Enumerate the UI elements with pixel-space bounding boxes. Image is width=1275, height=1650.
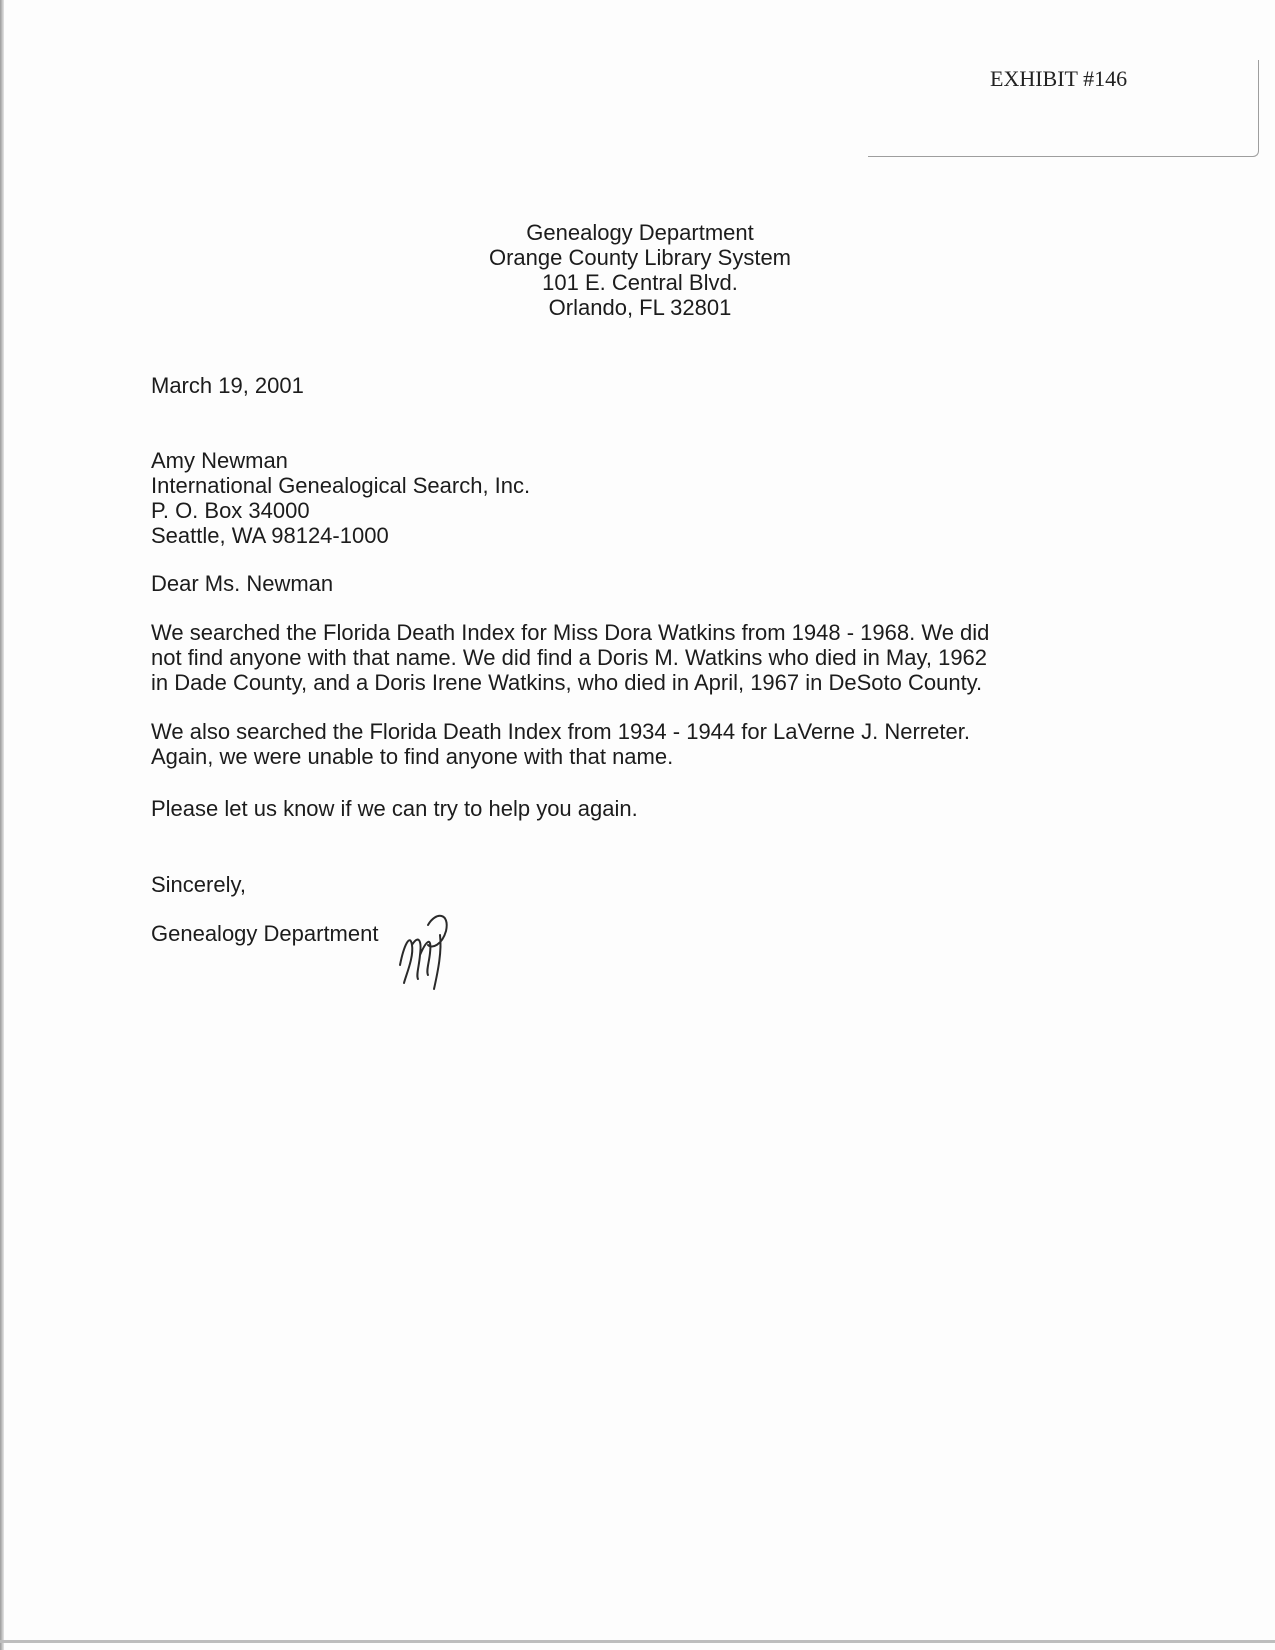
salutation: Dear Ms. Newman	[151, 571, 334, 596]
signoff: Genealogy Department	[151, 921, 379, 946]
letter-date: March 19, 2001	[151, 373, 304, 398]
recipient-company: International Genealogical Search, Inc.	[151, 473, 531, 498]
letterhead-street: 101 E. Central Blvd.	[542, 270, 738, 295]
paragraph-line: in Dade County, and a Doris Irene Watkins, who died in April, 1967 in DeSoto County.	[151, 670, 983, 695]
paragraph-line: Again, we were unable to find anyone with that name.	[151, 744, 674, 769]
scan-left-edge	[0, 0, 4, 1650]
body-paragraph-2	[151, 719, 970, 769]
recipient-name: Amy Newman	[151, 448, 288, 473]
paragraph-line: not find anyone with that name. We did find a Doris M. Watkins who died in May, 1962	[151, 645, 988, 670]
letterhead-organization: Orange County Library System	[488, 245, 792, 270]
scan-bottom-edge	[0, 1640, 1275, 1643]
closing: Sincerely,	[151, 872, 246, 897]
recipient-address	[151, 448, 530, 548]
body-paragraph-1	[151, 620, 989, 695]
letterhead-city: Orlando, FL 32801	[548, 295, 732, 320]
body-paragraph-3	[151, 796, 638, 821]
letterhead	[400, 220, 880, 320]
handwritten-signature	[392, 905, 472, 991]
paragraph-line: We also searched the Florida Death Index from 1934 - 1944 for LaVerne J. Nerreter.	[151, 719, 970, 744]
exhibit-label: EXHIBIT #146	[990, 66, 1128, 91]
paragraph-line: We searched the Florida Death Index for Miss Dora Watkins from 1948 - 1968. We did	[151, 620, 990, 645]
letterhead-department: Genealogy Department	[526, 220, 754, 245]
paragraph-line: Please let us know if we can try to help you again.	[151, 796, 638, 821]
recipient-city: Seattle, WA 98124-1000	[151, 523, 389, 548]
recipient-po-box: P. O. Box 34000	[151, 498, 310, 523]
